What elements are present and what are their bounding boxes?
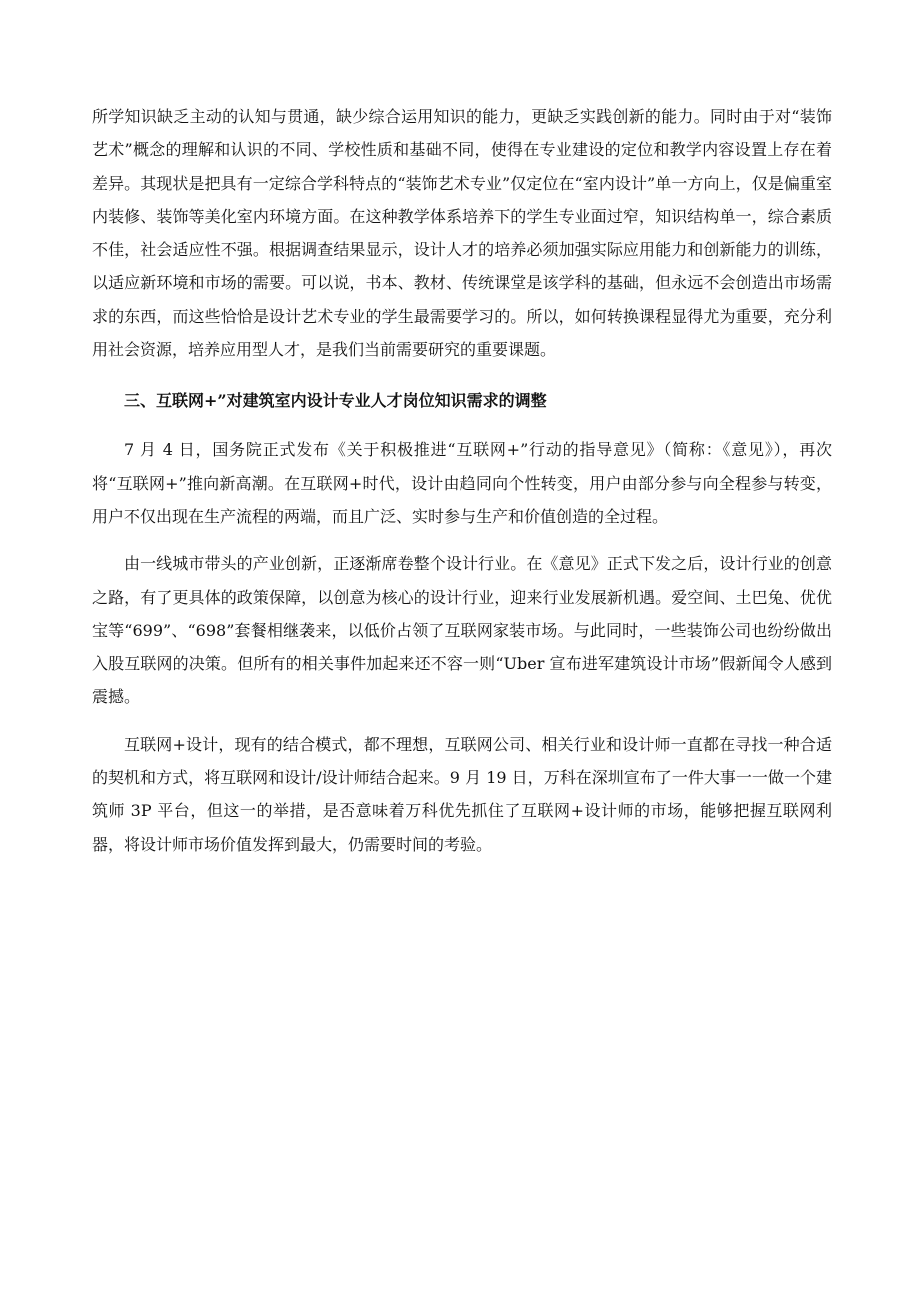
body-paragraph: 7 月 4 日，国务院正式发布《关于积极推进“互联网+”行动的指导意见》（简称：《意见》），再次将“互联网+”推向新高潮。在互联网+时代，设计由趋同向个性转变，用户由部分参与向全程参与转变，用户不仅出现在生产流程的两端，而且广泛、实时参与生产和价值创造的全过程。: [92, 440, 832, 526]
body-paragraph: 由一线城市带头的产业创新，正逐渐席卷整个设计行业。在《意见》正式下发之后，设计行业的创意之路，有了更具体的政策保障，以创意为核心的设计行业，迎来行业发展新机遇。爱空间、土巴兔、优优宝等“699”、“698”套餐相继袭来，以低价占领了互联网家装市场。与此同时，一些装饰公司也纷纷做出入股互联网的决策。但所有的相关事件加起来还不容一则“Uber 宣布进军建筑设计市场”假新闻令人感到震撼。: [92, 554, 832, 707]
body-paragraph: 互联网+设计，现有的结合模式，都不理想，互联网公司、相关行业和设计师一直都在寻找一种合适的契机和方式，将互联网和设计/设计师结合起来。9 月 19 日，万科在深圳宣布了一件大事一一做一个建筑师 3P 平台，但这一的举措，是否意味着万科优先抓住了互联网+设计师的市场，能够把握互联网利器，将设计师市场价值发挥到最大，仍需要时间的考验。: [92, 734, 832, 854]
body-paragraph-continued: 所学知识缺乏主动的认知与贯通，缺少综合运用知识的能力，更缺乏实践创新的能力。同时由于对“装饰艺术”概念的理解和认识的不同、学校性质和基础不同，使得在专业建设的定位和教学内容设置上存在着差异。其现状是把具有一定综合学科特点的“装饰艺术专业”仅定位在“室内设计”单一方向上，仅是偏重室内装修、装饰等美化室内环境方面。在这种教学体系培养下的学生专业面过窄，知识结构单一，综合素质不佳，社会适应性不强。根据调查结果显示，设计人才的培养必须加强实际应用能力和创新能力的训练，以适应新环境和市场的需要。可以说，书本、教材、传统课堂是该学科的基础，但永远不会创造出市场需求的东西，而这些恰恰是设计艺术专业的学生最需要学习的。所以，如何转换课程显得尤为重要，充分利用社会资源，培养应用型人才，是我们当前需要研究的重要课题。: [92, 107, 832, 360]
section-heading: 三、互联网+”对建筑室内设计专业人才岗位知识需求的调整: [124, 391, 547, 411]
